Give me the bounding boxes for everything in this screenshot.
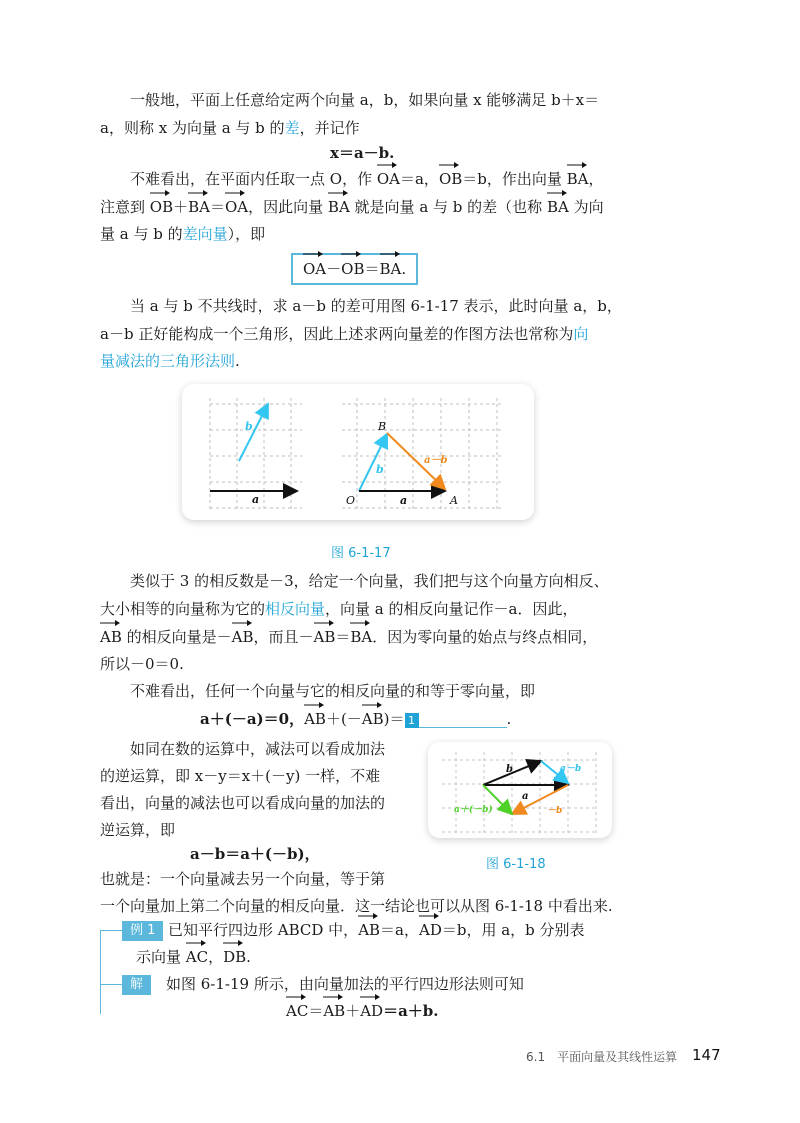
figure-6-1-17 bbox=[182, 384, 534, 520]
label-a: a bbox=[522, 791, 529, 802]
vector-AB bbox=[232, 626, 254, 648]
p5f-a: a＋(－a)＝0， bbox=[200, 710, 305, 728]
para2-line1 bbox=[130, 168, 604, 190]
p5f-end: . bbox=[506, 710, 512, 728]
vector-OA-label: OA bbox=[376, 170, 400, 188]
para3-line2 bbox=[100, 323, 588, 345]
p2l1-c: ＝b，作出向量 bbox=[462, 170, 567, 188]
p2l2-c: ＝ bbox=[209, 198, 225, 216]
p4l3-b: ，而且－ bbox=[253, 628, 314, 646]
label-b: b bbox=[506, 764, 513, 775]
page-number: 147 bbox=[692, 1046, 721, 1064]
vector-OA bbox=[303, 257, 326, 281]
label-b-left: b bbox=[245, 420, 253, 433]
vector-OA-label: OA bbox=[225, 198, 249, 216]
term-triangle-rule-start: 向 bbox=[573, 325, 589, 343]
vector-AB-label: AB bbox=[313, 628, 336, 646]
figure-6-1-17-diagram bbox=[182, 384, 534, 520]
vector-AB bbox=[323, 1000, 345, 1022]
blank-number-badge: 1 bbox=[405, 713, 419, 728]
vector-BA-label: BA bbox=[350, 628, 373, 646]
vector-AB-label: AB bbox=[304, 710, 326, 728]
p4l2-tail: ，向量 a 的相反向量记作－a．因此， bbox=[325, 600, 578, 618]
term-difference: 差 bbox=[284, 119, 300, 137]
label-a-minus-b: a－b bbox=[560, 764, 582, 774]
para6-line5: 也就是：一个向量减去另一个向量，等于第 bbox=[100, 870, 386, 888]
solution-bracket-tick bbox=[100, 984, 122, 985]
solution-line1: 如图 6-1-19 所示，由向量加法的平行四边形法则可知 bbox=[166, 975, 524, 993]
vector-BA-label: BA bbox=[327, 198, 350, 216]
label-a-plus-neg-b: a＋(－b) bbox=[454, 805, 493, 815]
p4l3-d: ．因为零向量的始点与终点相同， bbox=[372, 628, 598, 646]
footer-section-title: 6.1 平面向量及其线性运算 bbox=[526, 1050, 678, 1064]
p2l2-b: ＋ bbox=[173, 198, 189, 216]
para6-line4: 逆运算，即 bbox=[100, 821, 176, 839]
ex-l2-b: ， bbox=[208, 948, 224, 966]
p2l1-a: 不难看出，在平面内任取一点 O，作 bbox=[130, 170, 377, 188]
vector-OB-label: OB bbox=[341, 260, 365, 278]
p4l3-c: ＝ bbox=[335, 628, 351, 646]
label-b-right: b bbox=[376, 463, 384, 476]
equals-sign: ＝ bbox=[364, 260, 380, 278]
ex-l2-c: . bbox=[246, 948, 251, 966]
label-a-right: a bbox=[400, 494, 408, 507]
para4-line4: 所以－0＝0. bbox=[100, 655, 184, 673]
vector-AC-label: AC bbox=[286, 1002, 309, 1020]
point-B-label: B bbox=[378, 420, 387, 433]
figure-6-1-18-diagram bbox=[428, 742, 612, 838]
para1-line2-tail: ，并记作 bbox=[299, 119, 360, 137]
para5-formula bbox=[200, 708, 511, 730]
p2l2-d: ，因此向量 bbox=[248, 198, 328, 216]
p2l2-e: 就是向量 a 与 b 的差（也称 bbox=[349, 198, 547, 216]
example-bracket bbox=[100, 930, 101, 1014]
vector-AB-label: AB bbox=[231, 628, 254, 646]
para6-line6: 一个向量加上第二个向量的相反向量．这一结论也可以从图 6-1-18 中看出来. bbox=[100, 897, 613, 915]
vector-BA bbox=[188, 196, 210, 218]
term-difference-vector: 差向量 bbox=[182, 225, 228, 243]
term-triangle-rule: 量减法的三角形法则 bbox=[100, 352, 236, 370]
p2l1-b: ＝a， bbox=[399, 170, 439, 188]
figure-6-1-17-caption: 图 6-1-17 bbox=[331, 546, 391, 561]
vector-BA-label: BA bbox=[566, 170, 589, 188]
para6-line3: 看出，向量的减法也可以看成向量的加法的 bbox=[100, 794, 386, 812]
vector-AB-label: AB bbox=[361, 710, 384, 728]
para2-line3 bbox=[100, 223, 265, 245]
vector-AB-label: AB bbox=[358, 921, 381, 939]
vector-BA-label: BA bbox=[546, 198, 569, 216]
vector-AD bbox=[419, 919, 442, 941]
vector-AB-label: AB bbox=[323, 1002, 346, 1020]
point-A-label: A bbox=[450, 494, 458, 507]
figure-6-1-18 bbox=[428, 742, 612, 838]
formula-x-equals-a-minus-b: x＝a－b. bbox=[330, 144, 395, 162]
ex-l1-b: ＝a， bbox=[380, 921, 419, 939]
period: . bbox=[401, 260, 407, 278]
vector-OA bbox=[377, 168, 400, 190]
para4-line1: 类似于 3 的相反数是－3，给定一个向量，我们把与这个向量方向相反、 bbox=[130, 572, 609, 590]
point-O-label: O bbox=[346, 494, 356, 507]
vector-OB bbox=[439, 168, 462, 190]
p2l2-f: 为向 bbox=[568, 198, 604, 216]
vector-AC bbox=[286, 1000, 308, 1022]
vector-OB-label: OB bbox=[149, 198, 174, 216]
vector-OB bbox=[150, 196, 173, 218]
vector-OB bbox=[341, 257, 364, 281]
para1-line2-text: a，则称 x 为向量 a 与 b 的 bbox=[100, 119, 285, 137]
example-tag: 例 1 bbox=[122, 921, 163, 941]
vector-DB bbox=[223, 946, 246, 968]
p5f-c: )＝ bbox=[383, 710, 405, 728]
vector-BA bbox=[328, 196, 350, 218]
solution-tag: 解 bbox=[122, 975, 151, 995]
vector-AC-label: AC bbox=[185, 948, 209, 966]
label-neg-b: －b bbox=[547, 806, 563, 816]
solution-formula bbox=[286, 1000, 439, 1022]
vector-AB bbox=[314, 626, 336, 648]
para3-line1: 当 a 与 b 不共线时，求 a－b 的差可用图 6-1-17 表示，此时向量 a，b， bbox=[130, 297, 622, 315]
vector-BA bbox=[567, 168, 589, 190]
label-a-left: a bbox=[252, 493, 260, 506]
vector-AD-label: AD bbox=[419, 921, 442, 939]
vector-AB bbox=[362, 708, 384, 730]
para1-line1: 一般地，平面上任意给定两个向量 a，b，如果向量 x 能够满足 b＋x＝ bbox=[130, 91, 600, 109]
p2l3-b: ），即 bbox=[227, 225, 266, 243]
p4l2-text: 大小相等的向量称为它的 bbox=[100, 600, 266, 618]
vector-BA bbox=[350, 626, 372, 648]
vector-BA-label: BA bbox=[379, 260, 402, 278]
vector-AD-label: AD bbox=[360, 1002, 384, 1020]
vector-AB bbox=[304, 708, 326, 730]
sol-f-b: ＋ bbox=[345, 1002, 361, 1020]
para6-line2: 的逆运算，即 x－y＝x＋(－y) 一样，不难 bbox=[100, 767, 381, 785]
vector-BA bbox=[380, 257, 402, 281]
figure-6-1-18-caption: 图 6-1-18 bbox=[486, 857, 546, 872]
vector-AB bbox=[358, 919, 380, 941]
vector-AC bbox=[186, 946, 208, 968]
p2l1-d: ， bbox=[588, 170, 604, 188]
sol-f-c: ＝a＋b. bbox=[383, 1002, 439, 1020]
vector-OA-label: OA bbox=[303, 260, 327, 278]
p3l2-text: a－b 正好能构成一个三角形，因此上述求两向量差的作图方法也常称为 bbox=[100, 325, 574, 343]
vector-OB-label: OB bbox=[438, 170, 463, 188]
para2-line2 bbox=[100, 196, 604, 218]
para5-line1: 不难看出，任何一个向量与它的相反向量的和等于零向量，即 bbox=[130, 682, 536, 700]
p2l3-a: 量 a 与 b 的 bbox=[100, 225, 183, 243]
vector-OA bbox=[225, 196, 248, 218]
term-opposite-vector: 相反向量 bbox=[265, 600, 326, 618]
ex-l1-c: ＝b，用 a，b 分别表 bbox=[441, 921, 585, 939]
p5f-b: ＋(－ bbox=[325, 710, 362, 728]
ex-l2-a: 示向量 bbox=[136, 948, 186, 966]
minus-sign: － bbox=[326, 260, 342, 278]
para6-line1: 如同在数的运算中，减法可以看成加法 bbox=[130, 740, 386, 758]
example-bracket-tick bbox=[100, 930, 122, 931]
para3-line3 bbox=[100, 350, 240, 372]
vector-AB-label: AB bbox=[100, 628, 122, 646]
sol-f-a: ＝ bbox=[308, 1002, 324, 1020]
vector-AB bbox=[100, 626, 122, 648]
vector-BA bbox=[547, 196, 569, 218]
p3l3-tail: . bbox=[235, 352, 240, 370]
vector-DB-label: DB bbox=[223, 948, 247, 966]
formula-a-minus-b-equals-a-plus-neg-b: a－b＝a＋(－b)， bbox=[190, 845, 320, 863]
ex-l1-a: 已知平行四边形 ABCD 中， bbox=[168, 921, 359, 939]
vector-BA-label: BA bbox=[188, 198, 210, 216]
vector-AD bbox=[360, 1000, 383, 1022]
p2l2-a: 注意到 bbox=[100, 198, 150, 216]
example-line2 bbox=[136, 946, 251, 968]
answer-blank[interactable] bbox=[419, 713, 507, 728]
example-line1 bbox=[168, 919, 585, 941]
para4-line3 bbox=[100, 626, 597, 648]
para1-line2 bbox=[100, 117, 360, 139]
label-a-minus-b: a－b bbox=[424, 455, 448, 466]
para4-line2 bbox=[100, 598, 577, 620]
boxed-formula-OA-minus-OB bbox=[291, 253, 418, 285]
p4l3-a: 的相反向量是－ bbox=[121, 628, 232, 646]
